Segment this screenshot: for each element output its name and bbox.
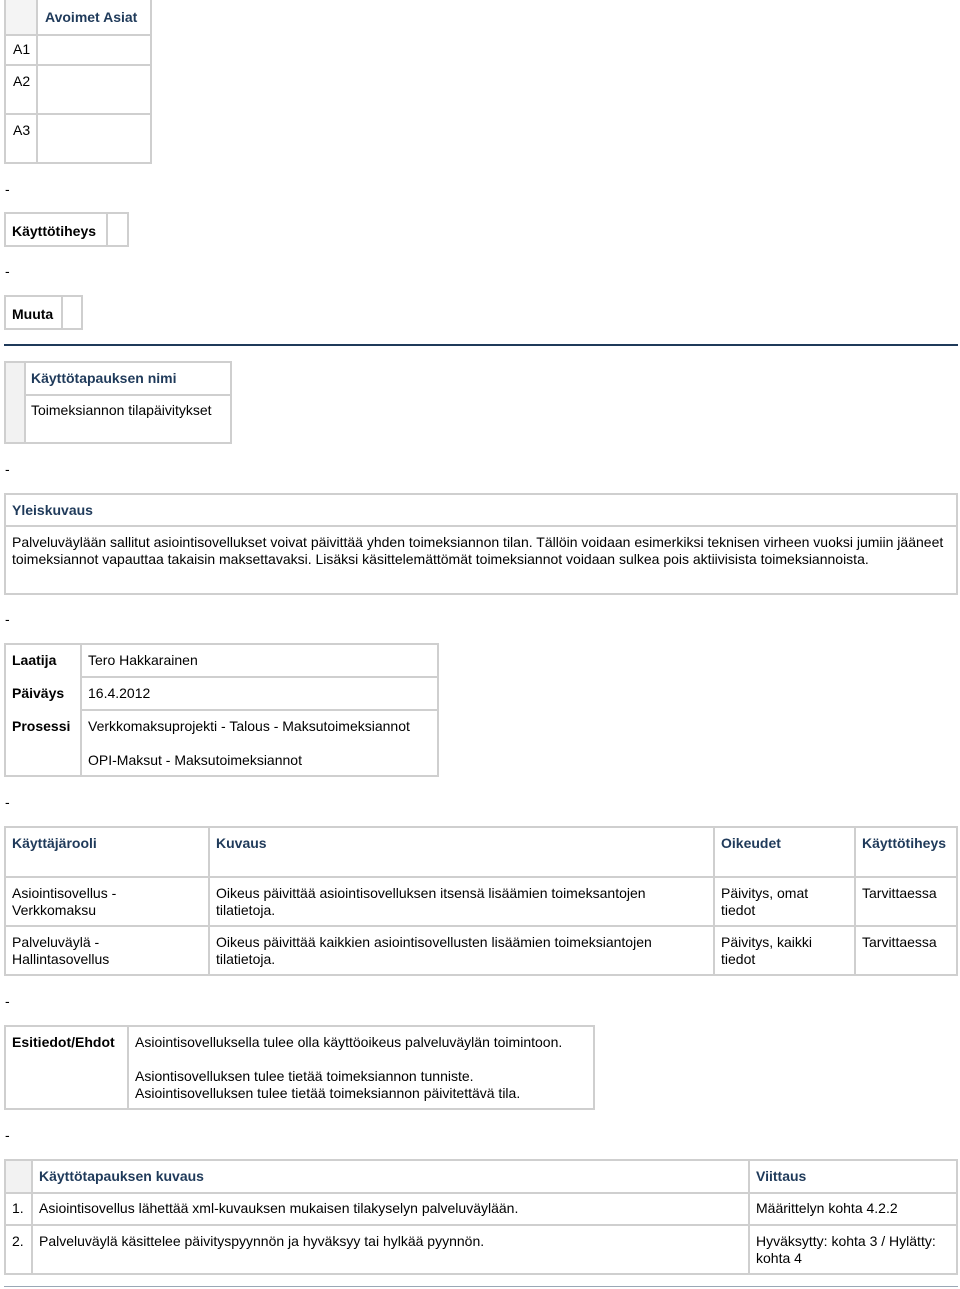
overview-text: Palveluväylään sallitut asiointisovellukset voivat päivittää yhden toimeksiannon tilan. Tällöin voidaan esimerkiksi teknisen virheen vuoksi jumiin jääneet toimeksiannot vapauttaa takaisin maksettavaksi. Lisäksi käsittelemättömät toimeksiannot voidaan sulkea pois aktiivisista toimeksiannoista. <box>12 534 944 567</box>
precondition-line: Asiointisovelluksen tulee tietää toimeksiannon päivitettävä tila. <box>135 1085 521 1101</box>
process-line: OPI-Maksut - Maksutoimeksiannot <box>88 752 302 768</box>
reference-header: Viittaus <box>756 1168 807 1184</box>
process-line: Verkkomaksuprojekti - Talous - Maksutoimeksiannot <box>88 718 410 734</box>
roles-header-rights: Oikeudet <box>721 835 781 851</box>
role-rights-cell: Päivitys, kaikki tiedot <box>721 934 813 967</box>
author-label: Laatija <box>12 652 57 668</box>
role-frequency-cell: Tarvittaessa <box>862 885 937 901</box>
description-header: Käyttötapauksen kuvaus <box>39 1168 204 1184</box>
preconditions-label: Esitiedot/Ehdot <box>12 1034 115 1050</box>
use-case-name-header: Käyttötapauksen nimi <box>31 370 177 386</box>
separator-dash: - <box>5 461 10 477</box>
open-issue-a3: A3 <box>13 122 31 138</box>
roles-header-description: Kuvaus <box>216 835 267 851</box>
role-cell: Asiointisovellus - Verkkomaksu <box>12 885 117 918</box>
open-issues-header: Avoimet Asiat <box>45 9 138 25</box>
separator-dash: - <box>5 1127 10 1143</box>
separator-dash: - <box>5 794 10 810</box>
role-rights-cell: Päivitys, omat tiedot <box>721 885 809 918</box>
date-value: 16.4.2012 <box>88 685 151 701</box>
separator-dash: - <box>5 993 10 1009</box>
step-reference: Määrittelyn kohta 4.2.2 <box>756 1200 898 1216</box>
open-issue-a2: A2 <box>13 73 31 89</box>
section-divider <box>4 344 958 346</box>
step-text: Asiointisovellus lähettää xml-kuvauksen mukaisen tilakyselyn palveluväylään. <box>39 1200 519 1216</box>
role-description-cell: Oikeus päivittää asiointisovelluksen itsensä lisäämien toimeksantojen tilatietoja. <box>216 885 646 918</box>
step-text: Palveluväylä käsittelee päivityspyynnön ja hyväksyy tai hylkää pyynnön. <box>39 1233 485 1249</box>
author-value: Tero Hakkarainen <box>88 652 198 668</box>
step-reference: Hyväksytty: kohta 3 / Hylätty: kohta 4 <box>756 1233 936 1266</box>
role-frequency-cell: Tarvittaessa <box>862 934 937 950</box>
separator-dash: - <box>5 181 10 197</box>
roles-header-role: Käyttäjärooli <box>12 835 97 851</box>
other-label: Muuta <box>12 306 54 322</box>
separator-dash: - <box>5 611 10 627</box>
overview-header: Yleiskuvaus <box>12 502 93 518</box>
step-number: 2. <box>12 1233 24 1249</box>
process-label: Prosessi <box>12 718 71 734</box>
use-case-name-value: Toimeksiannon tilapäivitykset <box>31 402 212 418</box>
precondition-line: Asiontisovelluksen tulee tietää toimeksiannon tunniste. <box>135 1068 474 1084</box>
open-issue-a1: A1 <box>13 41 31 57</box>
date-label: Päiväys <box>12 685 65 701</box>
precondition-line: Asiointisovelluksella tulee olla käyttöoikeus palveluväylän toimintoon. <box>135 1034 563 1050</box>
bottom-divider <box>4 1286 958 1287</box>
step-number: 1. <box>12 1200 24 1216</box>
role-cell: Palveluväylä - Hallintasovellus <box>12 934 110 967</box>
usability-label: Käyttötiheys <box>12 223 97 239</box>
role-description-cell: Oikeus päivittää kaikkien asiointisovellusten lisäämien toimeksiantojen tilatietoja. <box>216 934 652 967</box>
separator-dash: - <box>5 263 10 279</box>
roles-header-frequency: Käyttötiheys <box>862 835 947 851</box>
